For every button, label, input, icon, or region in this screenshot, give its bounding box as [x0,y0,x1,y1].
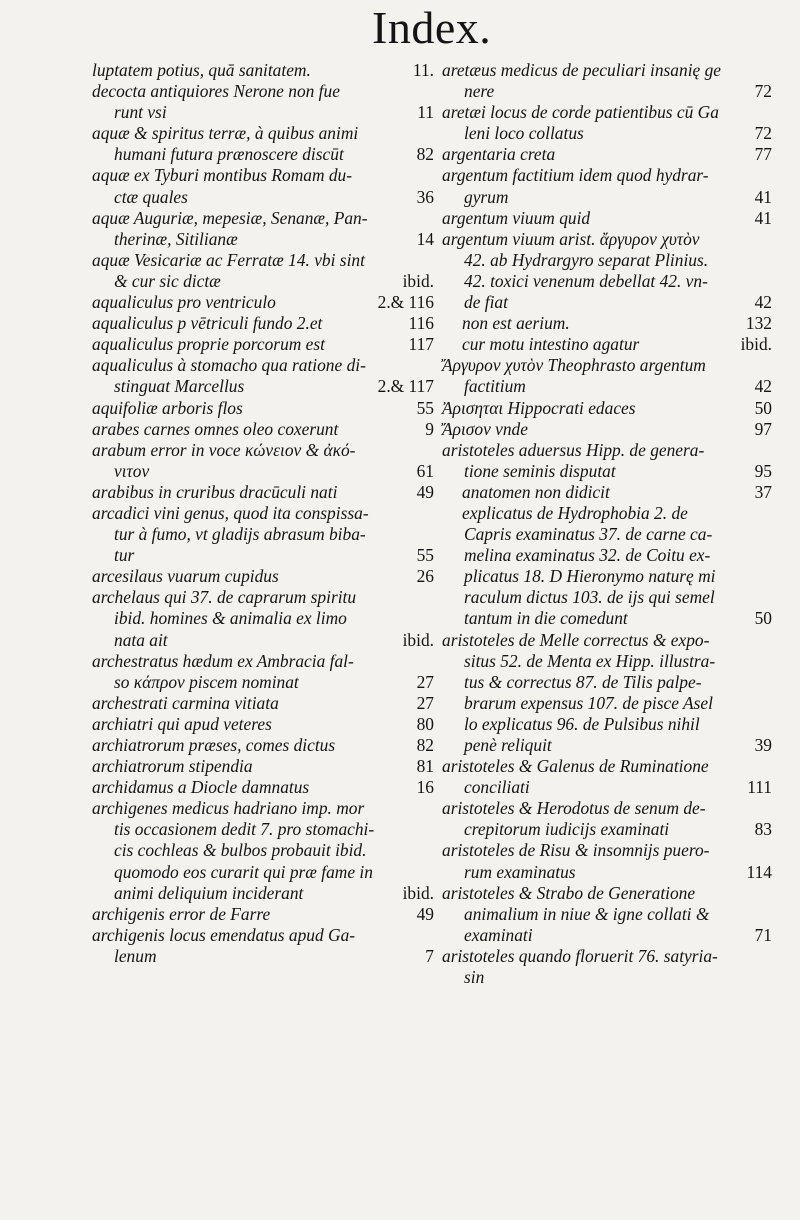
page-reference: 81 [416,756,434,777]
page-reference: 83 [754,819,772,840]
index-entry [442,144,772,165]
page-reference: 7 [425,945,434,966]
entry-text: lenum [114,945,157,966]
page-reference: 80 [416,713,434,734]
index-entry [442,798,772,840]
index-entry [92,503,434,566]
entry-text: penè reliquit [464,735,552,755]
index-entry [92,566,434,587]
page-reference: 14 [416,228,434,249]
entry-text: cur motu intestino agatur [462,334,640,355]
page-reference: 27 [416,692,434,713]
page-reference: 71 [754,924,772,945]
entry-text: rum examinatus [464,861,576,882]
entry-text: examinati [464,924,533,945]
index-entry [92,81,434,123]
index-entry [442,60,772,102]
index-entry [442,208,772,229]
entry-text: aristoteles quando floruerit 76. satyria- [442,945,718,966]
entry-text: animi deliquium inciderant [114,882,304,903]
entry-text: archiatri qui apud veteres [92,713,272,734]
page-header [0,0,800,60]
page-reference: ibid. [740,334,772,355]
index-entry [442,313,772,334]
entry-text: aquæ Vesicariæ ac Ferratæ 14. vbi sint [92,249,365,270]
index-entry [92,714,434,735]
page-reference: 42 [754,376,772,397]
entry-text: archestrati carmina vitiata [92,692,279,713]
page-reference: 82 [416,144,434,165]
entry-text: aristoteles de Melle correctus & expo- [442,629,710,650]
index-entry [92,250,434,292]
page-reference: 111 [747,777,772,798]
entry-text: ibid. homines & animalia ex limo [114,608,347,629]
index-entry [442,482,772,503]
index-entry [442,229,772,313]
index-entry [92,798,434,903]
entry-text: melina examinatus 32. de Coitu ex- [464,545,711,566]
entry-text: raculum dictus 103. de ijs qui semel [464,587,715,608]
index-entry [442,630,772,757]
page-reference: 11. [412,60,434,80]
entry-text: aquæ & spiritus terræ, à quibus animi [92,123,359,144]
index-entry [442,503,772,630]
page-reference: 42 [754,292,772,313]
index-entry [442,398,772,419]
page-reference: 72 [754,81,772,102]
entry-text: tione seminis disputat [464,460,616,481]
index-entry [92,419,434,440]
entry-text: nere [464,81,495,102]
entry-text: arcesilaus vuarum cupidus [92,566,279,587]
index-entry [442,355,772,397]
entry-text: tur [114,545,135,566]
index-entry [92,777,434,798]
entry-text: conciliati [464,777,530,798]
entry-text: aretæi locus de corde patientibus cū Ga [442,102,719,123]
index-entry [92,925,434,967]
page-reference: 82 [416,735,434,755]
entry-text: tantum in die comedunt [464,608,628,629]
page-reference: 37 [754,481,772,502]
entry-text: archigenis error de Farre [92,903,271,924]
entry-text: aretæus medicus de peculiari insanię ge [442,60,722,80]
entry-text: stinguat Marcellus [114,376,245,397]
entry-text: Ἀρισηται Hippocrati edaces [442,397,636,418]
entry-text: & cur sic dictæ [114,270,221,291]
entry-text: Ἄργυρον χυτὸν Theophrasto argentum [442,355,706,376]
entry-text: animalium in niue & igne collati & [464,903,710,924]
entry-text: aristoteles & Galenus de Ruminatione [442,756,709,777]
entry-text: argentaria creta [442,144,556,165]
entry-text: 42. toxici venenum debellat 42. vn- [464,270,708,291]
index-entry [442,440,772,482]
entry-text: cis cochleas & bulbos probauit ibid. [114,840,367,861]
page-reference: 97 [754,418,772,439]
entry-text: archelaus qui 37. de caprarum spiritu [92,587,357,608]
page-reference: 132 [745,313,772,334]
entry-text: brarum expensus 107. de pisce Asel [464,692,713,713]
entry-text: arabes carnes omnes oleo coxerunt [92,418,339,439]
entry-text: argentum viuum arist. ἄργυρον χυτὸν [442,228,700,249]
entry-text: tus & correctus 87. de Tilis palpe- [464,671,702,692]
entry-text: archestratus hædum ex Ambracia fal- [92,650,354,671]
index-entry [442,756,772,798]
entry-text: 42. ab Hydrargyro separat Plinius. [464,249,709,270]
page-reference: 114 [746,861,772,882]
entry-text: aqualiculus pro ventriculo [92,292,276,313]
index-entry [442,165,772,207]
entry-text: aristoteles de Risu & insomnijs puero- [442,840,710,861]
entry-text: aqualiculus p vētriculi fundo 2.et [92,313,323,334]
entry-text: aristoteles & Strabo de Generatione [442,882,696,903]
index-entry [92,292,434,313]
entry-text: argentum factitium idem quod hydrar- [442,165,709,186]
entry-text: gyrum [464,186,509,207]
index-entry [442,419,772,440]
page-reference: 36 [416,186,434,207]
index-entry [442,334,772,355]
page-reference: 50 [754,608,772,629]
page-reference: 50 [754,397,772,418]
index-entry [92,334,434,355]
page-reference: 26 [416,566,434,587]
index-entry [92,123,434,165]
entry-text: humani futura prænoscere discūt [114,144,344,165]
page-reference: ibid. [402,629,434,650]
entry-text: crepitorum iudicijs examinati [464,819,670,840]
entry-text: luptatem potius, quā sanitatem. [92,60,311,80]
entry-text: archiatrorum præses, comes dictus [92,735,336,755]
page-reference: 2.& 116 [377,292,434,313]
entry-text: quomodo eos curarit qui præ fame in [114,861,373,882]
index-entry [92,651,434,693]
page-reference: 61 [416,460,434,481]
entry-text: situs 52. de Menta ex Hipp. illustra- [464,650,716,671]
entry-text: Capris examinatus 37. de carne ca- [464,524,713,545]
entry-text: explicatus de Hydrophobia 2. de [462,502,688,523]
right-index-column [442,60,772,988]
entry-text: archigenes medicus hadriano imp. mor [92,798,365,819]
index-entry [442,883,772,946]
page-reference: 77 [754,144,772,165]
index-entry [92,313,434,334]
index-entry [92,60,434,81]
entry-text: Ἄρισον vnde [442,418,528,439]
entry-text: nata ait [114,629,168,650]
page-reference: ibid. [402,882,434,903]
entry-text: archidamus a Diocle damnatus [92,777,310,798]
index-entry [92,482,434,503]
page-reference: 41 [754,207,772,228]
entry-text: so κάπρον piscem nominat [114,671,299,692]
index-entry [92,735,434,756]
left-index-column [92,60,434,967]
index-entry [92,587,434,650]
entry-text: aquifoliæ arboris flos [92,397,243,418]
entry-text: runt vsi [114,102,167,123]
entry-text: aquæ Auguriæ, mepesiæ, Senanæ, Pan- [92,207,368,228]
page-reference: ibid. [402,270,434,291]
entry-text: sin [464,967,485,988]
entry-text: argentum viuum quid [442,207,591,228]
index-entry [92,398,434,419]
page-reference: 49 [416,481,434,502]
entry-text: aristoteles aduersus Hipp. de genera- [442,439,705,460]
page-reference: 55 [416,397,434,418]
entry-text: archigenis locus emendatus apud Ga- [92,924,356,945]
entry-text: leni loco collatus [464,123,584,144]
page-reference: 55 [416,545,434,566]
entry-text: νιτον [114,460,150,481]
page-reference: 9 [425,418,434,439]
entry-text: factitium [464,376,526,397]
index-entry [92,440,434,482]
entry-text: anatomen non didicit [462,481,610,502]
index-entry [92,355,434,397]
index-entry [92,904,434,925]
index-entry [442,102,772,144]
entry-text: aristoteles & Herodotus de senum de- [442,798,706,819]
entry-text: lo explicatus 96. de Pulsibus nihil [464,713,700,734]
index-entry [92,208,434,250]
index-entry [92,165,434,207]
page-reference: 39 [754,735,772,755]
page-reference: 72 [754,123,772,144]
page-reference: 49 [416,903,434,924]
page-reference: 95 [754,460,772,481]
index-entry [442,840,772,882]
entry-text: arcadici vini genus, quod ita conspissa- [92,502,369,523]
page-reference: 11 [417,102,434,123]
index-entry [92,693,434,714]
entry-text: non est aerium. [462,313,570,334]
entry-text: de fiat [464,292,508,313]
entry-text: tis occasionem dedit 7. pro stomachi- [114,819,375,840]
entry-text: aqualiculus à stomacho qua ratione di- [92,355,366,376]
entry-text: aquæ ex Tyburi montibus Romam du- [92,165,353,186]
entry-text: tur à fumo, vt gladijs abrasum biba- [114,524,366,545]
index-entry [442,946,772,988]
entry-text: aqualiculus proprie porcorum est [92,334,325,355]
entry-text: ctæ quales [114,186,188,207]
entry-text: therinæ, Sitilianæ [114,228,238,249]
page-reference: 16 [416,777,434,798]
page-reference: 116 [408,313,434,334]
index-entry [92,756,434,777]
entry-text: archiatrorum stipendia [92,756,253,777]
entry-text: plicatus 18. D Hieronymo naturę mi [464,566,716,587]
entry-text: arabibus in cruribus dracūculi nati [92,481,338,502]
page-reference: 117 [408,334,434,355]
page-reference: 2.& 117 [377,376,434,397]
entry-text: arabum error in voce κώνειον & ἀκό- [92,439,356,460]
page-reference: 41 [754,186,772,207]
page-title: Index. [372,2,492,53]
page-reference: 27 [416,671,434,692]
entry-text: decocta antiquiores Nerone non fue [92,81,340,102]
